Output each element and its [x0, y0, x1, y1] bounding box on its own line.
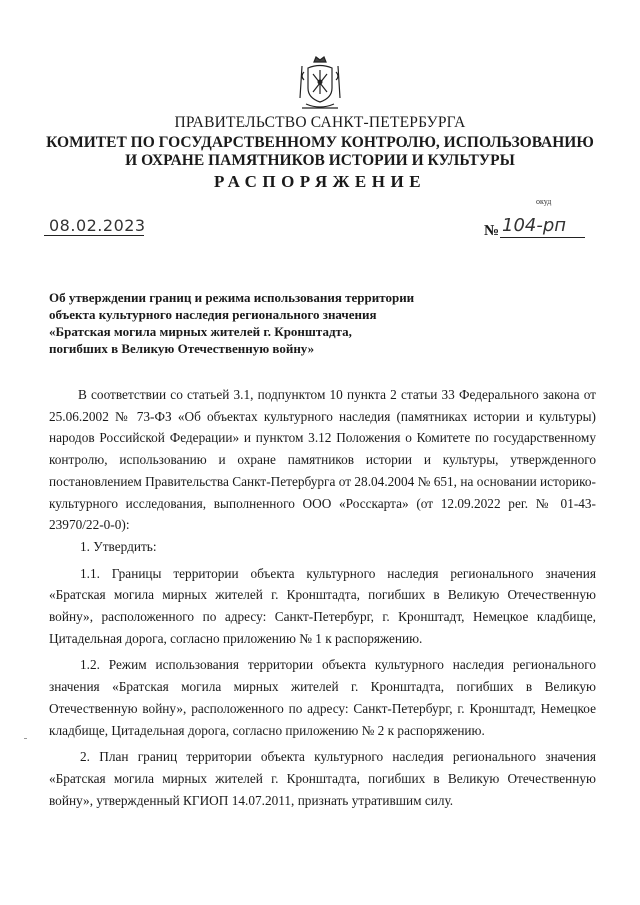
subject-line: Об утверждении границ и режима использования территории	[49, 290, 415, 305]
committee-name-line-1: КОМИТЕТ ПО ГОСУДАРСТВЕННОМУ КОНТРОЛЮ, ИСПОЛЬЗОВАНИЮ	[46, 134, 594, 151]
committee-name-line-2: И ОХРАНЕ ПАМЯТНИКОВ ИСТОРИИ И КУЛЬТУРЫ	[125, 152, 515, 169]
document-subject	[49, 289, 414, 357]
scan-artifact	[24, 738, 27, 739]
subject-line: погибших в Великую Отечественную войну»	[49, 341, 315, 356]
coat-of-arms-icon	[296, 54, 344, 112]
document-type: РАСПОРЯЖЕНИЕ	[213, 172, 427, 191]
item-2: 2. План границ территории объекта культурного наследия регионального значения «Братская могила мирных жителей г. Кронштадта, погибших в Великую Отечественную войну», утвержденный КГИОП 14.07.2011, признать утратившим силу.	[49, 749, 596, 808]
item-1-2: 1.2. Режим использования территории объекта культурного наследия регионального значения «Братская могила мирных жителей г. Кронштадта, погибших в Великую Отечественную войну», расположенного по адресу: Санкт-Петербург, г. Кронштадт, Немецкое кладбище, Цитадельная дорога, согласно приложению № 2 к распоряжению.	[49, 657, 596, 738]
date-underline	[44, 235, 144, 236]
preamble-paragraph: В соответствии со статьей 3.1, подпунктом 10 пункта 2 статьи 33 Федерального закона от 25.06.2002 № 73-ФЗ «Об объектах культурного наследия (памятниках истории и культуры) народов Российской Федерации» и пунктом 3.12 Положения о Комитете по государственному контролю, использованию и охране памятников истории и культуры, утвержденного постановлением Правительства Санкт-Петербурга от 28.04.2004 № 651, на основании историко-культурного исследования, выполненного ООО «Росскарта» (от 12.09.2022 рег. № 01-43-23970/22-0-0):	[49, 387, 596, 533]
document-date: 08.02.2023	[49, 216, 146, 235]
okud-label: окуд	[536, 197, 552, 206]
document-number: 104-рп	[502, 215, 567, 236]
document-body	[49, 384, 596, 811]
subject-line: «Братская могила мирных жителей г. Кронштадта,	[49, 324, 352, 339]
government-name: ПРАВИТЕЛЬСТВО САНКТ-ПЕТЕРБУРГА	[174, 114, 466, 131]
item-1: 1. Утвердить:	[80, 538, 157, 554]
subject-line: объекта культурного наследия регионального значения	[49, 307, 377, 322]
item-1-1: 1.1. Границы территории объекта культурного наследия регионального значения «Братская могила мирных жителей г. Кронштадта, погибших в Великую Отечественную войну», расположенного по адресу: Санкт-Петербург, г. Кронштадт, Немецкое кладбище, Цитадельная дорога, согласно приложению № 1 к распоряжению.	[49, 565, 596, 646]
number-underline	[500, 237, 585, 238]
number-sign: №	[484, 223, 500, 239]
